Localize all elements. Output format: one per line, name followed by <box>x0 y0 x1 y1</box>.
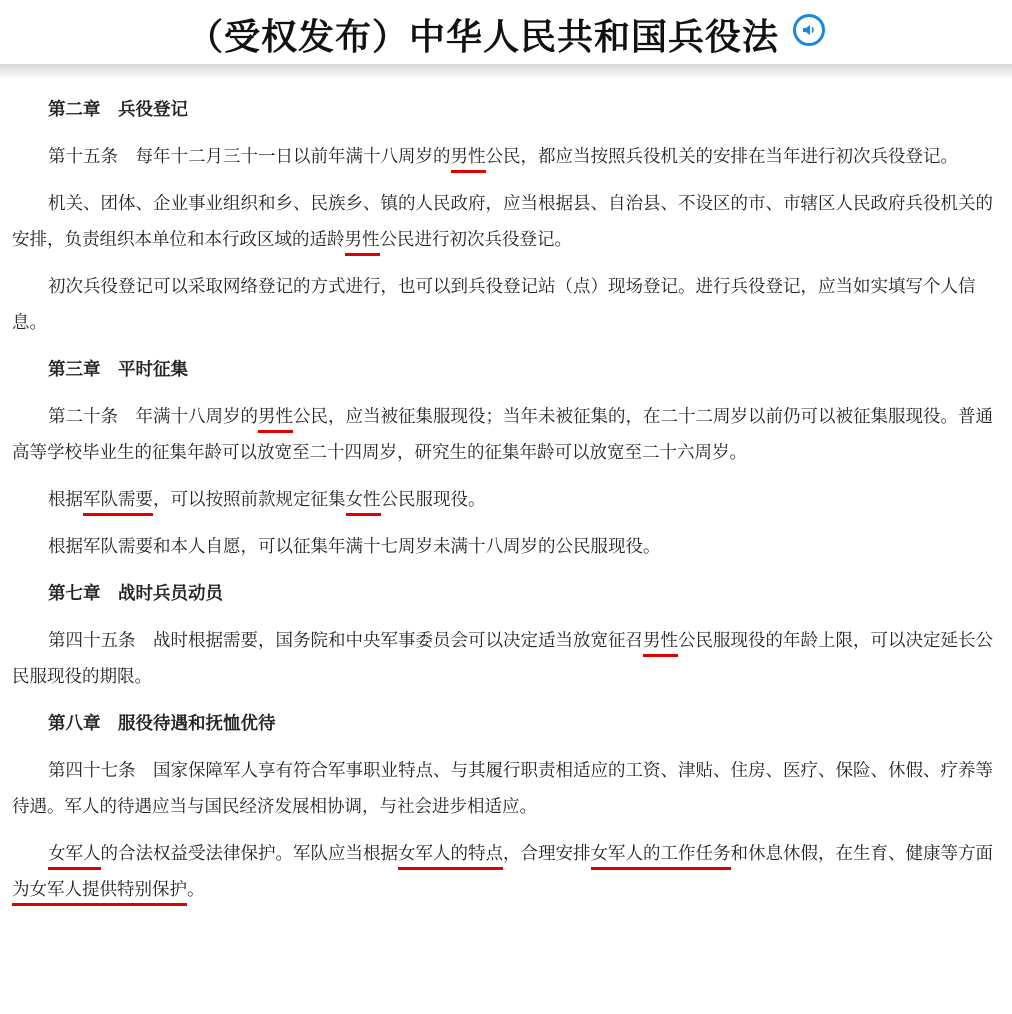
text-segment: 的合法权益受法律保护。军队应当根据 <box>100 844 398 864</box>
text-segment: ，合理安排 <box>503 844 591 864</box>
highlighted-phrase: 男性 <box>345 230 380 256</box>
text-segment: 第四十七条 国家保障军人享有符合军事职业特点、与其履行职责相适应的工资、津贴、住房、医疗、保险、休假、疗养等待遇。军人的待遇应当与国民经济发展相协调，与社会进步相适应。 <box>12 761 993 817</box>
article-paragraph <box>12 399 1002 471</box>
text-segment: 公民进行初次兵役登记。 <box>379 230 572 250</box>
highlighted-phrase: 军队需要 <box>83 490 153 516</box>
article-body <box>12 92 1002 919</box>
article-paragraph <box>12 482 1002 518</box>
highlighted-phrase: 女性 <box>346 490 381 516</box>
article-paragraph <box>12 529 1002 565</box>
speaker-glyph <box>801 22 817 38</box>
page-title: （受权发布）中华人民共和国兵役法 <box>186 16 779 58</box>
text-segment: 初次兵役登记可以采取网络登记的方式进行，也可以到兵役登记站（点）现场登记。进行兵役登记，应当如实填写个人信息。 <box>12 277 976 333</box>
highlighted-phrase: 女军人 <box>48 844 101 870</box>
text-segment: 机关、团体、企业事业组织和乡、民族乡、镇的人民政府，应当根据县、自治县、不设区的市、市辖区人民政府兵役机关的安排，负责组织本单位和本行政区域的适龄 <box>12 194 993 250</box>
text-segment: 第三章 平时征集 <box>48 360 188 380</box>
article-paragraph <box>12 139 1002 175</box>
page-header <box>0 0 1012 68</box>
highlighted-phrase: 为女军人提供特别保护 <box>12 880 187 906</box>
highlighted-phrase: 男性 <box>451 147 486 173</box>
text-segment: 。 <box>187 880 205 900</box>
text-segment: 第八章 服役待遇和抚恤优待 <box>48 714 276 734</box>
chapter-heading <box>12 576 1002 612</box>
text-segment: ，可以按照前款规定征集 <box>153 490 346 510</box>
chapter-heading <box>12 706 1002 742</box>
article-paragraph <box>12 269 1002 341</box>
text-segment: 公民，都应当按照兵役机关的安排在当年进行初次兵役登记。 <box>485 147 958 167</box>
chapter-heading <box>12 92 1002 128</box>
text-segment: 根据 <box>48 490 83 510</box>
highlighted-phrase: 男性 <box>643 631 678 657</box>
article-paragraph <box>12 753 1002 825</box>
highlighted-phrase: 女军人的工作任务 <box>591 844 731 870</box>
text-segment: 和休息休假，在生育、健康等方面 <box>730 844 993 864</box>
text-segment: 第二章 兵役登记 <box>48 100 188 120</box>
text-segment: 根据军队需要和本人自愿，可以征集年满十七周岁未满十八周岁的公民服现役。 <box>48 537 661 557</box>
text-segment: 公民服现役的年龄上限，可以决定延长公民服现役的期限。 <box>12 631 993 687</box>
text-segment: 第七章 战时兵员动员 <box>48 584 223 604</box>
highlighted-phrase: 女军人的特点 <box>398 844 503 870</box>
text-segment: 第四十五条 战时根据需要，国务院和中央军事委员会可以决定适当放宽征召 <box>48 631 643 651</box>
article-paragraph <box>12 623 1002 695</box>
article-paragraph <box>12 186 1002 258</box>
highlighted-phrase: 男性 <box>258 407 293 433</box>
text-segment: 第十五条 每年十二月三十一日以前年满十八周岁的 <box>48 147 451 167</box>
chapter-heading <box>12 352 1002 388</box>
text-segment: 公民，应当被征集服现役；当年未被征集的，在二十二周岁以前仍可以被征集服现役。普通高等学校毕业生的征集年龄可以放宽至二十四周岁，研究生的征集年龄可以放宽至二十六周岁。 <box>12 407 993 463</box>
text-segment: 第二十条 年满十八周岁的 <box>48 407 258 427</box>
text-segment: 公民服现役。 <box>380 490 486 510</box>
speaker-icon[interactable] <box>793 14 825 46</box>
article-paragraph <box>12 836 1002 908</box>
